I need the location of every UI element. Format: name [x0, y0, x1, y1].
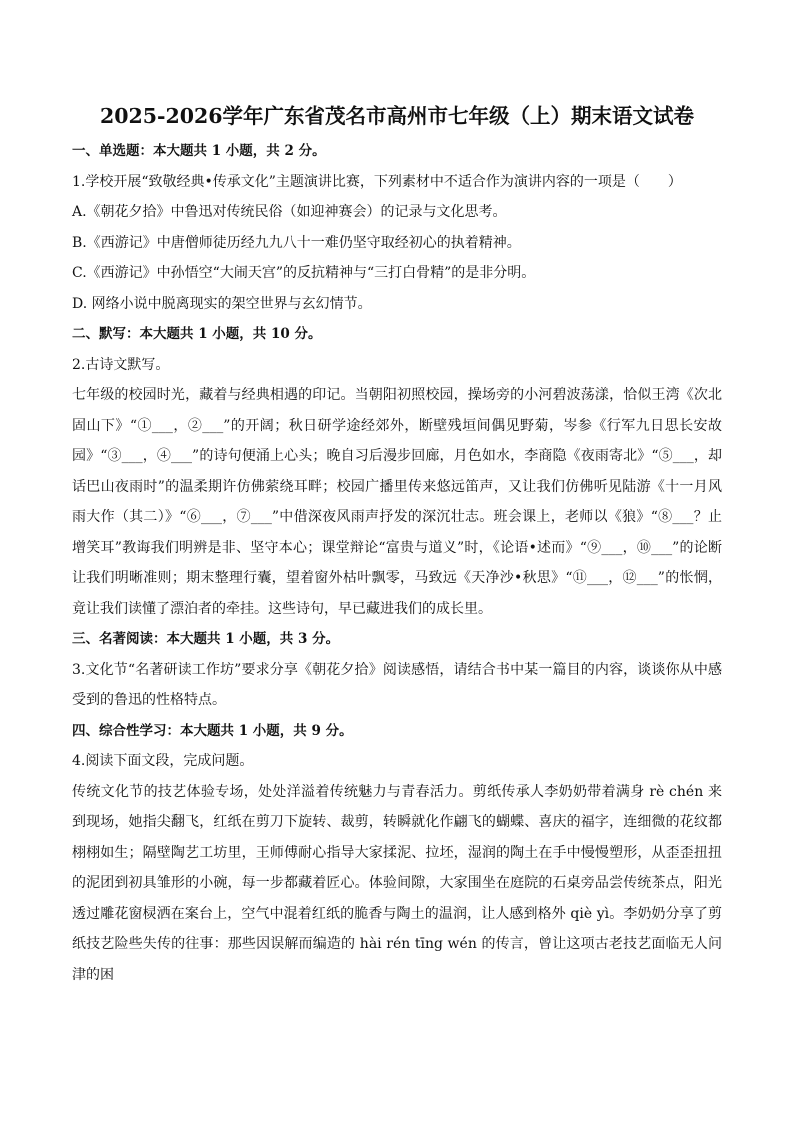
question-2: 2.古诗文默写。	[72, 356, 170, 373]
option-c: C.《西游记》中孙悟空“大闹天宫”的反抗精神与“三打白骨精”的是非分明。	[72, 265, 536, 281]
section-4-heading: 四、综合性学习：本大题共 1 小题，共 9 分。	[72, 722, 353, 739]
section-2-heading: 二、默写：本大题共 1 小题，共 10 分。	[72, 326, 322, 342]
question-4: 4.阅读下面文段，完成问题。	[72, 753, 254, 769]
question-2-passage: 七年级的校园时光，藏着与经典相遇的印记。当朝阳初照校园，操场旁的小河碧波荡漾，恰似王湾《次北固山下》“①___，②___”的开阔；秋日研学途经郊外，断壁残垣间偶见野菊，岑参《行军九日思长安故园》“③___，④___”的诗句便涌上心头；晚自习后漫步回廊，月色如水，李商隐《夜雨寄北》“⑤___，却话巴山夜雨时”的温柔期许仿佛萦绕耳畔；校园广播里传来悠远笛声，又让我们仿佛听见陆游《十一月风雨大作（其二）》“⑥___，⑦___”中借深夜风雨声抒发的深沉壮志。班会课上，老师以《狼》“⑧___？止增笑耳”教诲我们明辨是非、坚守本心；课堂辩论“富贵与道义”时，《论语•述而》“⑨___，⑩___”的论断让我们明晰准则；期末整理行囊，望着窗外枯叶飘零，马致远《天净沙•秋思》“⑪___，⑫___”的怅惘，竟让我们读懂了漂泊者的牵挂。这些诗句，早已藏进我们的成长里。	[72, 387, 722, 617]
option-b: B.《西游记》中唐僧师徒历经九九八十一难仍坚守取经初心的执着精神。	[72, 234, 521, 251]
question-1: 1.学校开展“致敬经典•传承文化”主题演讲比赛，下列素材中不适合作为演讲内容的一项是（ ）	[72, 173, 682, 190]
option-a: A.《朝花夕拾》中鲁迅对传统民俗（如迎神赛会）的记录与文化思考。	[72, 204, 507, 220]
section-1-heading: 一、单选题：本大题共 1 小题，共 2 分。	[72, 143, 326, 159]
section-3-heading: 三、名著阅读：本大题共 1 小题，共 3 分。	[72, 631, 340, 647]
question-4-passage: 传统文化节的技艺体验专场，处处洋溢着传统魅力与青春活力。剪纸传承人李奶奶带着满身 rè chén 来到现场，她指尖翻飞，红纸在剪刀下旋转、裁剪，转瞬就化作翩飞的蝴蝶、喜庆的福字，连细微的花纹都栩栩如生；隔壁陶艺工坊里，王师傅耐心指导大家揉泥、拉坯，湿润的陶土在手中慢慢塑形，从歪歪扭扭的泥团到初具雏形的小碗，每一步都藏着匠心。体验间隙，大家围坐在庭院的石桌旁品尝传统茶点，阳光透过雕花窗棂洒在案台上，空气中混着红纸的脆香与陶土的温润，让人感到格外 qiè yì。李奶奶分享了剪纸技艺险些失传的往事：那些因误解而编造的 hài rén tīng wén 的传言，曾让这项古老技艺面临无人问津的困	[72, 783, 722, 983]
question-3: 3.文化节“名著研读工作坊”要求分享《朝花夕拾》阅读感悟，请结合书中某一篇目的内容，谈谈你从中感受到的鲁迅的性格特点。	[72, 661, 722, 708]
option-d: D. 网络小说中脱离现实的架空世界与玄幻情节。	[72, 295, 372, 312]
exam-title: 2025-2026学年广东省茂名市高州市七年级（上）期末语文试卷	[99, 104, 695, 128]
